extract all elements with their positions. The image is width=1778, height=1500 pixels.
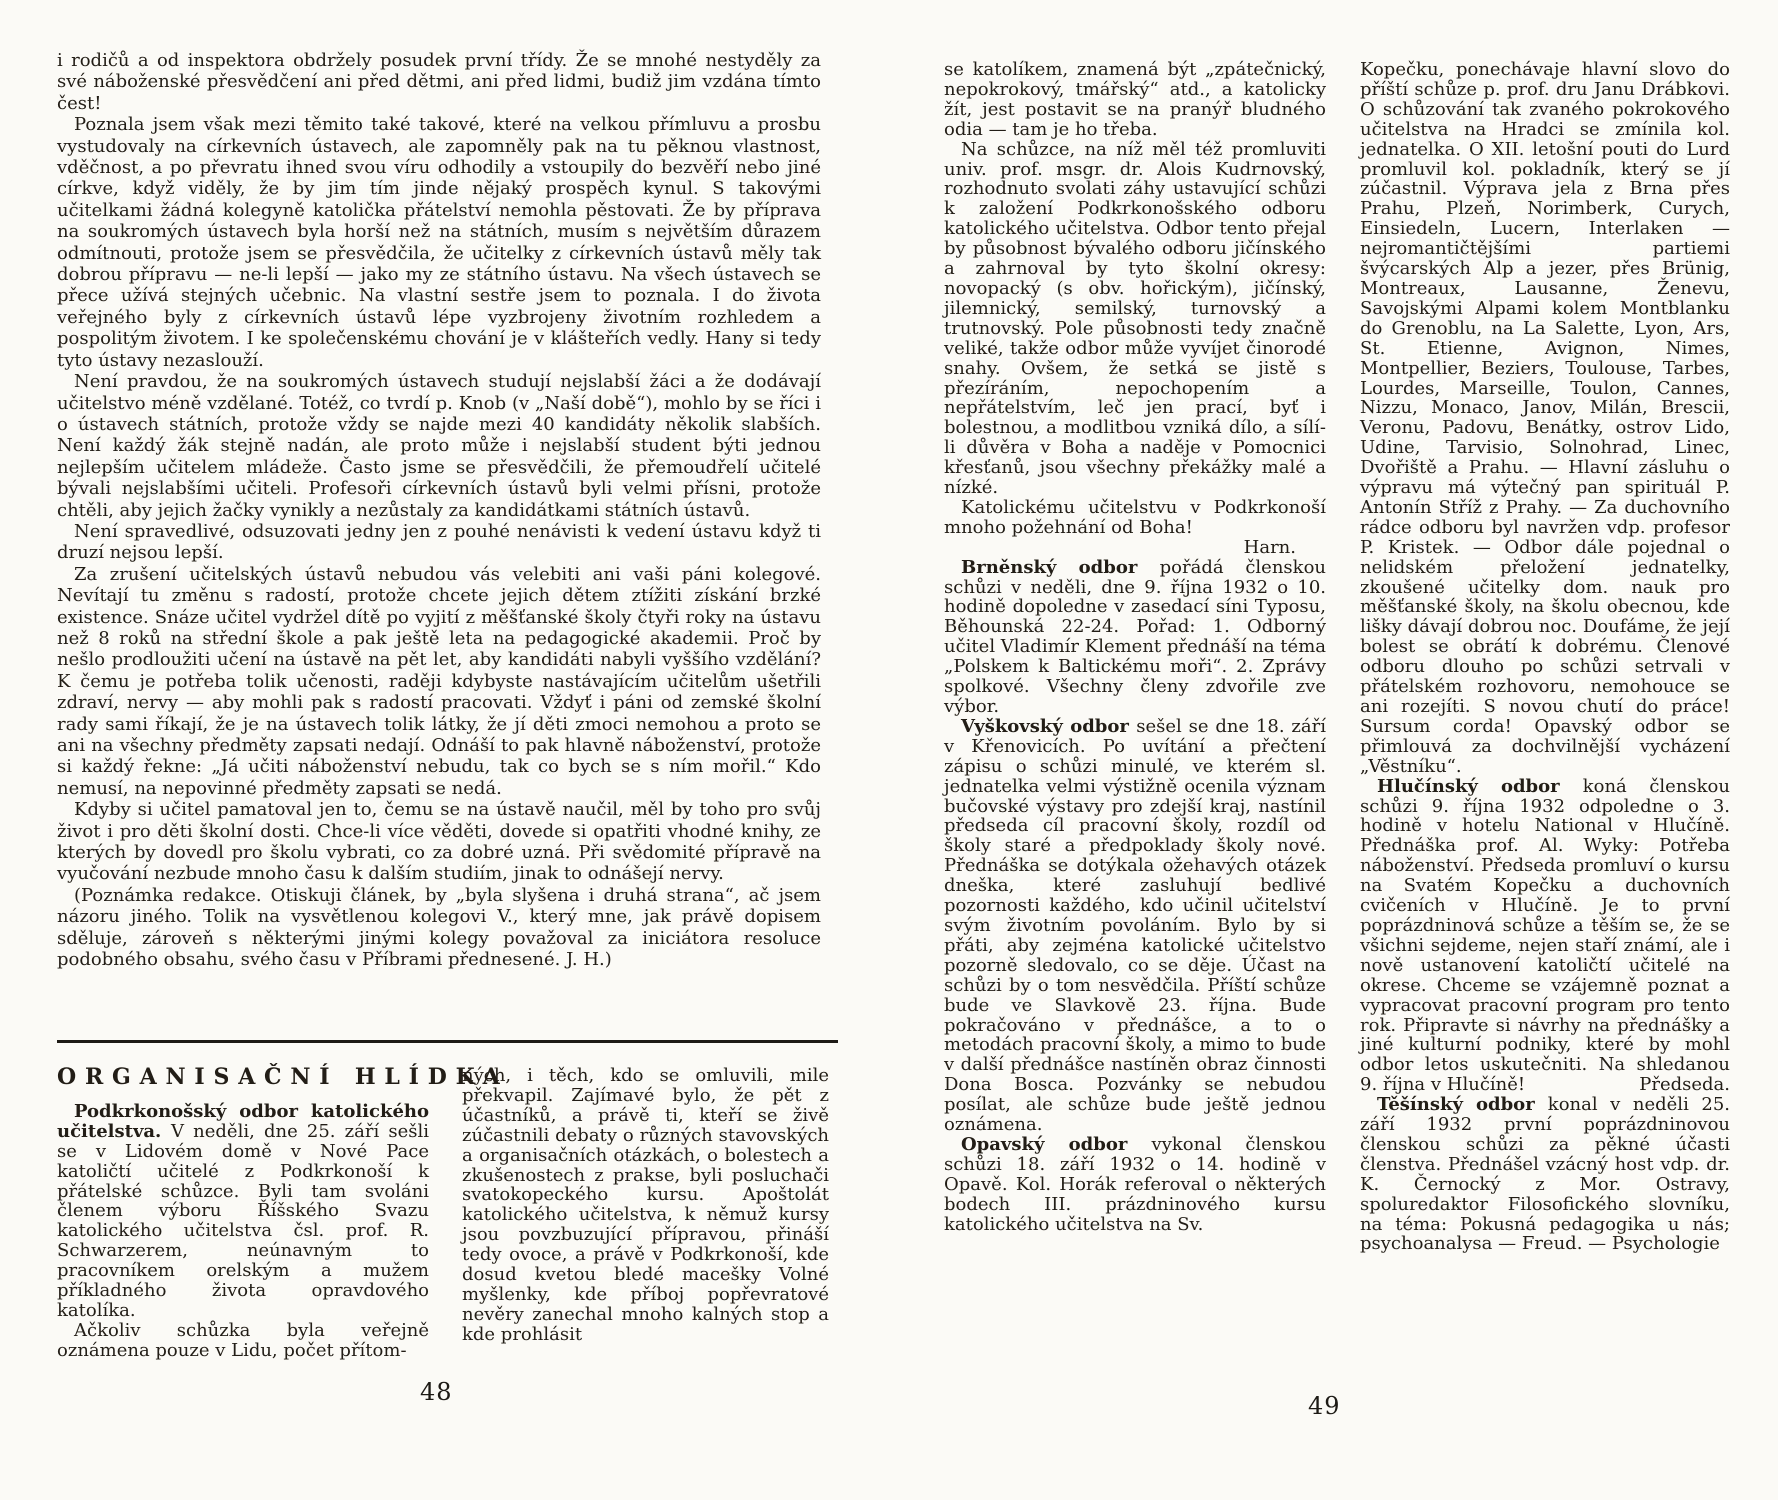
paragraph-bold-lead: Opavský odbor — [961, 1133, 1152, 1155]
paragraph: Není pravdou, že na soukromých ústavech studují nejslabší žáci a že dodávají učitelstvo méně vzdělané. Totéž, co tvrdí p. Knob (v „Naší době“), mohlo by se říci i o ústavech státních, protože vždy se najde mezi 40 kandidáty několik slabších. Není každý žák stejně nadán, ale proto může i nejslabší student býti jednou nejlepším učitelem mládeže. Často jsme se přesvědčili, že přemoudřelí učitelé bývali nejslabšími učiteli. Profesoři církevních ústavů byli velmi přísni, protože chtěli, aby jejich žačky vynikly a nezůstaly za kandidátkami státních ústavů. — [57, 371, 821, 521]
paragraph: se katolíkem, znamená být „zpátečnický, nepokrokový, tmářský“ atd., a katolicky žít, jest postavit se na pranýř bludného odia — tam je ho třeba. — [944, 59, 1326, 140]
page-number-right: 49 — [1308, 1392, 1341, 1420]
paragraph: Brněnský odbor pořádá členskou schůzi v neděli, dne 9. října 1932 o 10. hodině dopoledne v zasedací síni Typosu, Běhounská 22-24. Pořad: 1. Odborný učitel Vladimír Klement přednáší na téma „Polskem k Baltickému moři“. 2. Zprávy spolkové. Všechny členy zdvořile zve výbor. — [944, 556, 1326, 717]
signature-line: Harn. — [1243, 536, 1296, 558]
paragraph: Ačkoliv schůzka byla veřejně oznámena pouze v Lidu, počet přítom- — [57, 1319, 429, 1361]
section-divider-rule — [57, 1040, 838, 1043]
right-page-column-right — [1360, 60, 1730, 1254]
paragraph: Opavský odbor vykonal členskou schůzi 18. září 1932 o 14. hodině v Opavě. Kol. Horák referoval o některých bodech III. prázdninového kursu katolického učitelstva na Sv. — [944, 1133, 1327, 1235]
paragraph-bold-lead: Těšínský odbor — [1377, 1094, 1548, 1116]
paragraph: Vyškovský odbor sešel se dne 18. září v Křenovicích. Po uvítání a přečtení zápisu o schůzi minulé, ve kterém sl. jednatelka velmi výstižně ocenila význam bučovské výstavy pro zdejší kraj, nastínil předseda cíl pracovní školy, rozdíl od školy staré a předpoklady školy nové. Přednáška se dotýkala ožehavých otázek dneška, které zasluhují bedlivé pozornosti každého, kdo učinil učitelství svým životním povoláním. Bylo by si přáti, aby zejména katolické učitelstvo pozorně sledovalo, co se děje. Účast na schůzi by o tom nesvědčila. Příští schůze bude ve Slavkově 23. října. Bude pokračováno v přednášce, a to o metodách pracovní školy, a mimo to bude v další přednášce nastíněn obraz činnosti Dona Bosca. Pozvánky se nebudou posílat, ale schůze bude ještě jednou oznámena. — [944, 715, 1326, 1136]
paragraph: Za zrušení učitelských ústavů nebudou vás velebiti ani vaši páni kolegové. Nevítají tu změnu s radostí, protože chcete jejich dětem ztížiti získání brzké existence. Snáze učitel vydržel dítě po vyjití z měšťanské školy čtyři roky na ústavu než 8 roků na střední škole a pak ještě leta na pedagogické akademii. Proč by nešlo prodloužiti učení na ústavě na pět let, aby kandidáti nabyli vyššího vzdělání? K čemu je potřeba tolik učenosti, raději kdybyste nastávajícím učitelům ušetřili zdraví, nervy — aby mohli pak s radostí pracovati. Vždyť i páni od zemské školní rady sami říkají, že je na ústavech tolik látky, že jí děti zmoci nemohou a proto se ani na všechny předměty zapsati nedají. Odnáší to pak hlavně náboženství, protože si každý řekne: „Já učiti náboženství nebudu, tak co bych se s ním mořil.“ Kdo nemusí, na nepovinné předměty zapsati se nedá. — [57, 563, 821, 799]
paragraph: Kdyby si učitel pamatoval jen to, čemu se na ústavě naučil, měl by toho pro svůj život i pro děti školní dosti. Chce-li více věděti, dovede si opatřiti vhodné knihy, ze kterých by dovedl pro školu vybrati, co za dobré uzná. Při svědomité přípravě na vyučování nezbude mnoho času k dalším studiím, jinak to odnášejí nervy. — [57, 799, 821, 885]
page-number-left: 48 — [420, 1378, 453, 1406]
right-page-column-left — [944, 60, 1326, 1234]
org-column-right — [462, 1052, 829, 1361]
paragraph: Těšínský odbor konal v neděli 25. září 1932 první poprázdninovou členskou schůzi za pěkné účasti členstva. Přednášel vzácný host vdp. dr. K. Černocký z Mor. Ostravy, spoluredaktor Filosofického slovníku, na téma: Pokusná pedagogika u nás; psychoanalysa — Freud. — Psychologie — [1360, 1094, 1731, 1255]
section-heading: ORGANISAČNÍ HLÍDKA — [57, 1064, 509, 1090]
paragraph: Poznala jsem však mezi těmito také takové, které na velkou přímluvu a prosbu vystudovaly na církevních ústavech, ale zapomněly pak na tu pěknou vlastnost, vděčnost, a po převratu ihned svou víru odhodily a vstoupily do bezvěří nebo jiné církve, když viděly, že by jim tím jinde nějaký prospěch kynul. S takovými učitelkami žádná kolegyně katolička přátelství nemohla pěstovati. Že by příprava na soukromých ústavech byla horší než na státních, musím s největším důrazem odmítnouti, protože jsem se přesvědčila, že učitelky z církevních ústavů měly tak dobrou přípravu — ne-li lepší — jako my ze státního ústavu. Na všech ústavech se přece užívá stejných učebnic. Na vlastní sestře jsem to poznala. I do života veřejného byly z církevních ústavů lépe vyzbrojeny životním rozhledem a pospolitým životem. I ke společenskému chování je v klášteřích vedly. Hany si tedy tyto ústavy nezaslouží. — [57, 114, 821, 371]
paragraph: Na schůzce, na níž měl též promluviti univ. prof. msgr. dr. Alois Kudrnovský, rozhodnuto svolati záhy ustavující schůzi k založení Podkrkonošského odboru katolického učitelstva. Odbor tento přejal by působnost bývalého odboru jičínského a zahrnoval by tyto školní okresy: novopacký (s obv. hořickým), jičínský, jilemnický, semilský, turnovský a trutnovský. Pole působnosti tedy značně veliké, takže odbor může vyvíjet činorodé snahy. Ovšem, že setká se jistě s přezíráním, nepochopením a nepřátelstvím, leč jen prací, byť i bolestnou, a modlitbou vzniká dílo, a sílí-li důvěra v Boha a naděje v Pomocnici křesťanů, jsou všechny překážky malé a nízké. — [944, 138, 1326, 499]
signature: Předseda. — [1639, 1074, 1730, 1096]
paragraph: Není spravedlivé, odsuzovati jedny jen z pouhé nenávisti k vedení ústavu když ti druzí nejsou lepší. — [57, 520, 821, 564]
paragraph-bold-lead: Brněnský odbor — [961, 556, 1160, 578]
paragraph: Katolickému učitelstvu v Podkrkonoší mnoho požehnání od Boha! — [944, 496, 1326, 538]
org-column-left-body — [57, 1102, 429, 1361]
paragraph-bold-lead: Podkrkonošský odbor katolického učitelstva. — [57, 1100, 429, 1142]
article-letter-continuation — [57, 50, 821, 970]
paragraph: Podkrkonošský odbor katolického učitelstva. V neděli, dne 25. září sešli se v Lidovém domě v Nové Pace katoličtí učitelé z Podkrkonoší k přátelské schůzce. Byli tam svoláni členem výboru Říšského Svazu katolického učitelstva čsl. prof. R. Schwarzerem, neúnavným to pracovníkem orelským a mužem příkladného života opravdového katolíka. — [57, 1100, 429, 1321]
paragraph: (Poznámka redakce. Otiskuji článek, by „byla slyšena i druhá strana“, ač jsem názoru jiného. Tolik na vysvětlenou kolegovi V., který mne, jak právě dopisem sděluje, zároveň s některými jinými kolegy považoval za iniciátora resoluce podobného obsahu, svého času v Příbrami přednesené. J. H.) — [57, 884, 821, 971]
paragraph-bold-lead: Hlučínský odbor — [1377, 775, 1583, 797]
paragraph-bold-lead: Vyškovský odbor — [961, 715, 1137, 737]
paragraph: ných, i těch, kdo se omluvili, mile překvapil. Zajímavé bylo, že pět z účastníků, a právě ti, kteří se živě zúčastnili debaty o různých stavovských a organisačních otázkách, o bolestech a zkušenostech z prakse, byli posluchači svatokopeckého kursu. Apoštolát katolického učitelstva, k němuž kursy jsou povzbuzující přípravou, přináší tedy ovoce, a právě v Podkrkonoší, kde dosud kvetou bledé macešky Volné myšlenky, kde příboj popřevratové nevěry zanechal mnoho kalných stop a kde prohlásit — [462, 1065, 829, 1345]
section-organisacni-hlidka — [57, 1052, 829, 1361]
paragraph: i rodičů a od inspektora obdržely posudek první třídy. Že se mnohé nestyděly za své náboženské přesvědčení ani před dětmi, ani před lidmi, budiž jim vzdána tímto čest! — [57, 50, 821, 114]
paragraph: Kopečku, ponechávaje hlavní slovo do příští schůze p. prof. dru Janu Drábkovi. O schůzování tak zvaného pokrokového učitelstva na Hradci se zmínila kol. jednatelka. O XII. letošní pouti do Lurd promluvil kol. pokladník, který se jí zúčastnil. Výprava jela z Brna přes Prahu, Plzeň, Norimberk, Curych, Einsiedeln, Lucern, Interlaken — nejromantičtějšími partiemi švýcarských Alp a jezer, přes Brünig, Montreaux, Lausanne, Ženevu, Savojskými Alpami kolem Montblanku do Grenoblu, na La Salette, Lyon, Ars, St. Etienne, Avignon, Nimes, Montpellier, Beziers, Toulouse, Tarbes, Lourdes, Marseille, Toulon, Cannes, Nizzu, Monaco, Janov, Milán, Brescii, Veronu, Padovu, Benátky, ostrov Lido, Udine, Tarvisio, Solnohrad, Linec, Dvořiště a Prahu. — Hlavní zásluhu o výpravu má výtečný pan spirituál P. Antonín Stříž z Prahy. — Za duchovního rádce odboru byl navržen vdp. profesor P. Kristek. — Odbor dále pojednal o nelidském přeložení jednatelky, zkoušené učitelky dom. nauk pro měšťanské školy, na školu obecnou, kde lišky dávají dobrou noc. Doufáme, že její bolest se obrátí k dobrému. Členové odboru dlouho po schůzi setrvali v přátelském rozhovoru, nemohouce se ani rozejíti. S novou chutí do práce! Sursum corda! Opavský odbor se přimlouvá za dochvilnější vycházení „Věstníku“. — [1360, 59, 1730, 777]
org-column-left — [57, 1052, 509, 1361]
paragraph: Hlučínský odbor koná členskou schůzi 9. října 1932 odpoledne o 3. hodině v hotelu National v Hlučíně. Přednáška prof. Al. Wyky: Potřeba náboženství. Předseda promluví o kursu na Svatém Kopečku a duchovních cvičeních v Hlučíně. Je to první poprázdninová schůze a těším se, že se všichni sejdeme, nejen staří známí, ale i nově ustanovení katoličtí učitelé na okrese. Chceme se vzájemně poznat a vypracovat pracovní program pro tento rok. Připravte si návrhy na přednášky a jiné kulturní podniky, které by mohl odbor letos uskutečniti. Na shledanou 9. října v Hlučíně! Předseda. — [1360, 775, 1730, 1096]
